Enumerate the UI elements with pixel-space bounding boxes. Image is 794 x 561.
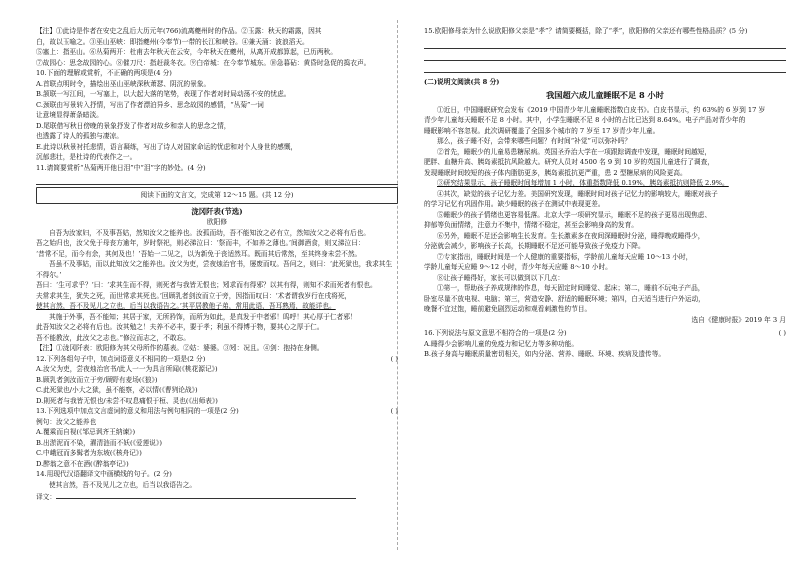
question-16-text: 16.下列说法与原文意思不相符合的一项是(2 分) <box>424 329 567 337</box>
answer-line[interactable] <box>36 175 398 185</box>
passage-line: 吾之始归也，汝父免于母丧方逾年，岁时祭祀，则必涕泣曰：‘祭而丰，不如养之薄也。’间御酒食，则又涕泣曰： <box>36 239 365 247</box>
article-line-underlined: ③研究结果显示，孩子睡眠时间每增加 1 小时，体重指数降低 0.19%，胰岛素抵抗则降低 2.9%。 <box>437 179 729 187</box>
passage-intro: 阅读下面的文言文，完成第 12～15 题。(共 12 分) <box>140 191 294 199</box>
passage-line: 吾曰：‘生可求乎？’曰：‘求其生而不得，则死者与我皆无恨也；矧求而有得邪？以其有得，则知不求而死者有恨也。 <box>36 281 377 289</box>
poem-note-line: 【注】①此诗是作者在安史之乱后大历元年(766)流离夔州时的作品。②玉露：秋天的霜露，因其 <box>36 27 322 35</box>
article-line: 抑郁等负面情绪，注意力不集中，情绪不稳定，甚至会影响身高的发育。 <box>424 221 638 229</box>
passage-intro-box <box>36 187 398 204</box>
question-13-text: 13.下列选项中加点文言虚词的意义和用法与例句相同的一项是(2 分) <box>36 407 239 415</box>
article-line: ④其次，缺觉的孩子记忆力差。美国研究发现，睡眠时间对孩子记忆力的影响较大，睡眠对孩子 <box>437 189 718 198</box>
passage-line-underlined: 使其言然，吾不及见儿之立也，后当以我语告之。’其平居教他子弟，常用此语，吾耳熟焉，故能详也。 <box>36 302 336 310</box>
q12-option: C.此死狱也/小大之狱，虽不能察，必以情(《曹刿论战》) <box>36 386 198 394</box>
article-line: 那么，孩子睡不好，会带来哪些问题？有时间“补觉”可以弥补吗？ <box>437 137 632 145</box>
q13-option: C.中峨冠而多髯者为东坡(《核舟记》) <box>36 449 142 457</box>
article-line: ⑧让孩子睡得好，家长可以做到以下几点： <box>437 273 565 282</box>
passage-line: 吾虽不及事姑，而以此知汝父之能养也。汝父为吏，尝夜烛治官书，屡废而叹。吾问之，则曰：‘此死狱也，我求其生不得尔。’ <box>36 260 393 279</box>
question-15: 15.欧阳修母亲为什么说欧阳修父亲是“孝”？请简要概括，除了“孝”，欧阳修的父亲还有哪些性格品质？(5 分) <box>424 27 748 35</box>
article-line: 肥胖、血糖升高、胰岛素抵抗风险越大。研究人员对 4500 名 9 到 10 岁的英国儿童进行了调查， <box>424 158 714 166</box>
poem-note-line: ⑦故园心：思念故园的心。⑧催刀尺：指赶裁冬衣。⑨白帝城：在今奉节城东。⑩急暮砧：黄昏时急促的捣衣声。 <box>36 58 371 67</box>
q14-answer-label: 译文： <box>36 493 57 501</box>
article-line: 的学习记忆有巩固作用。缺少睡眠的孩子在测试中表现更差。 <box>424 200 605 208</box>
q10-option: 也透露了诗人的孤独与凄凉。 <box>36 132 123 140</box>
article-line: ⑦专家指出，睡眠时间是一个人健康的重要指标，学龄前儿童每天应睡 10～13 小时， <box>437 252 693 261</box>
question-10: 10.下面的理解或赏析，不正确的两项是(4 分) <box>36 69 172 77</box>
article-line: 学龄儿童每天应睡 9～12 小时，青少年每天应睡 8～10 小时。 <box>424 263 612 271</box>
passage-line: 其施于外事，吾不能知；其居于家，无所矜饰，而所为如此，是真发于中者邪！呜呼！其心厚于仁者邪！ <box>49 312 357 321</box>
answer-paren[interactable]: ( ) <box>390 354 398 363</box>
passage-author: 欧阳修 <box>206 218 228 226</box>
answer-line[interactable] <box>56 490 356 499</box>
passage-line: 此吾知汝父之必将有后也。汝其勉之！夫养不必丰，要于孝；利虽不得博于物，要其心之厚于仁。 <box>36 323 324 331</box>
article-line: 青少年儿童每天睡眠不足 8 小时。其中，小学生睡眠不足 8 小时的占比已达到 8.64%。电子产品对青少年的 <box>424 116 746 124</box>
q10-option: 让意境显得萧条暗淡。 <box>36 111 103 119</box>
q13-example: 例句：汝父之能养也 <box>36 417 97 426</box>
passage-title: 泷冈阡表(节选) <box>191 206 243 216</box>
passage-line: 吾不能教汝，此汝父之志也。”修泣而志之，不敢忘。 <box>36 333 190 342</box>
article-line: ①近日，中国睡眠研究会发布《2019 中国青少年儿童睡眠指数白皮书》。白皮书显示，约 63%的 6 岁到 17 岁 <box>437 105 766 114</box>
article-line: ①第一，帮助孩子养成规律的作息，每天固定时间睡觉、起床；第二，睡前不玩电子产品， <box>437 284 705 292</box>
answer-paren[interactable]: ( ) <box>390 407 398 415</box>
poem-note-line: 白，故以玉喻之。③巫山巫峡：即指夔州(今奉节)一带的长江和峡谷。④兼天涌：波浪滔天。 <box>36 37 309 46</box>
article-line: 晚餐不宜过饱，睡前避免剧烈运动和观看刺激性的节目。 <box>424 305 592 313</box>
q14-sentence: 使其言然，吾不及见儿之立也，后当以我语告之。 <box>49 480 197 489</box>
article-line: 发现睡眠时间较短的孩子体内脂肪更多，胰岛素抵抗更严重，患 2 型糖尿病的风险更高。 <box>424 168 687 177</box>
article-title: 我国超六成儿童睡眠不足 8 小时 <box>546 90 664 100</box>
q13-option: D.醉翁之意不在酒(《醉翁亭记》) <box>36 459 129 468</box>
passage-line: 自吾为汝家妇，不及事吾姑，然知汝父之能养也。汝孤而幼，吾不能知汝之必有立，然知汝父之必将有后也。 <box>49 228 370 237</box>
article-line: ⑥另外，睡眠不足还会影响生长发育。生长激素多在夜间深睡眠时分泌，睡得晚或睡得少， <box>437 231 705 240</box>
q13-option: A.覆乘而自视(《邹忌讽齐王纳谏》) <box>36 428 136 436</box>
question-13 <box>36 406 398 417</box>
question-11: 11.请简要赏析“丛菊两开他日泪”中“泪”字的妙处。(4 分) <box>36 163 206 172</box>
article-line: 卧室尽量不放电视、电脑；第三，营造安静、舒适的睡眠环境；第四，白天适当进行户外运动， <box>424 294 705 303</box>
answer-line[interactable] <box>424 63 786 73</box>
passage-note: 【注】①泷冈阡表：欧阳修为其父母所作的墓表。②姑：婆婆。③矧：况且。④剑：抱持在身侧。 <box>36 344 324 352</box>
article-line: 睡眠影响不容忽视。此次调研覆盖了全国多个城市的 7 岁至 17 岁青少年儿童。 <box>424 126 660 135</box>
passage-line: ‘昔常不足，而今有余，其何及也！’吾始一二见之，以为新免于丧适然耳。既而其后常然，至其终身未尝不然。 <box>36 249 362 258</box>
article-source: 选自《健康时报》2019 年 3 月 <box>691 315 786 324</box>
left-column <box>36 26 398 503</box>
section-heading: (二)说明文阅读(共 8 分) <box>424 77 500 86</box>
article-line: 分泌就会减少，影响孩子长高，长期睡眠不足还可能导致孩子免疫力下降。 <box>424 242 645 250</box>
q10-option: A.首联点明时令，描绘出巫山巫峡深秋萧瑟、阴沉的景象。 <box>36 79 211 88</box>
article-line: ②首先，睡眠少的儿童易患糖尿病。英国圣乔治大学在一项跟踪调查中发现，睡眠时间越短， <box>437 147 712 156</box>
q10-option: D.尾联借写秋日傍晚的景象抒发了作者对故乡和亲人的思念之情， <box>36 121 231 130</box>
answer-line[interactable] <box>424 39 786 49</box>
article-line: ⑤睡眠少的孩子情绪也更容易低落。北京大学一项研究显示，睡眠不足的孩子更易出现焦虑、 <box>437 210 712 219</box>
answer-line[interactable] <box>424 51 786 61</box>
passage-line: 夫常求其生，犹失之死，而世常求其死也。’回顾乳者剑汝而立于旁，因指而叹曰：‘术者谓我岁行在戌将死， <box>36 291 352 300</box>
q12-option: D.則死者与我皆无恨也/未尝不叹息痛恨于桓、灵也(《出师表》) <box>36 396 218 405</box>
poem-note-line: ⑤塞上：指巫山。⑥丛菊两开：杜甫去年秋天在云安，今年秋天在夔州，从离开成都算起，已历两秋。 <box>36 48 337 56</box>
q10-option: 沉郁悲壮，是杜诗的代表作之一。 <box>36 153 137 161</box>
q10-option: B.颔联一写江间，一写塞上，以大起大落的笔势，表现了作者对时局动荡不安的忧虑。 <box>36 90 291 98</box>
q16-option: A.睡得少会影响儿童的免疫力和记忆力等多种功能。 <box>424 339 579 348</box>
q16-option: B.孩子身高与睡眠质量密切相关，如内分泌、营养、睡眠、环境、疾病及遗传等。 <box>424 350 666 358</box>
q10-option: E.此诗以秋景衬托悲情，语言凝练，写出了诗人对国家命运的忧虑和对个人身世的感慨， <box>36 142 298 151</box>
answer-paren[interactable]: ( ) <box>778 329 786 337</box>
q12-option: B.顾乳者剑汝而立于旁/顾野有麦场(《狼》) <box>36 375 158 384</box>
question-14: 14.用现代汉语翻译文中画横线的句子。(2 分) <box>36 470 172 478</box>
question-12 <box>36 354 398 365</box>
right-column <box>424 26 786 360</box>
q14-answer <box>36 490 398 503</box>
question-16 <box>424 328 786 339</box>
q13-option: B.出淤泥而不染，濯清涟而不妖(《爱莲说》) <box>36 438 162 447</box>
q12-option: A.汝父为吏，尝夜烛治官书/此人一一为具言所闻(《桃花源记》) <box>36 365 218 373</box>
q10-option: C.颈联由写景转入抒情，写出了作者漂泊异乡、思念故园的感情，“丛菊”一词 <box>36 100 264 109</box>
question-12-text: 12.下列各组句子中，加点词语意义不相同的一项是(2 分) <box>36 354 206 363</box>
